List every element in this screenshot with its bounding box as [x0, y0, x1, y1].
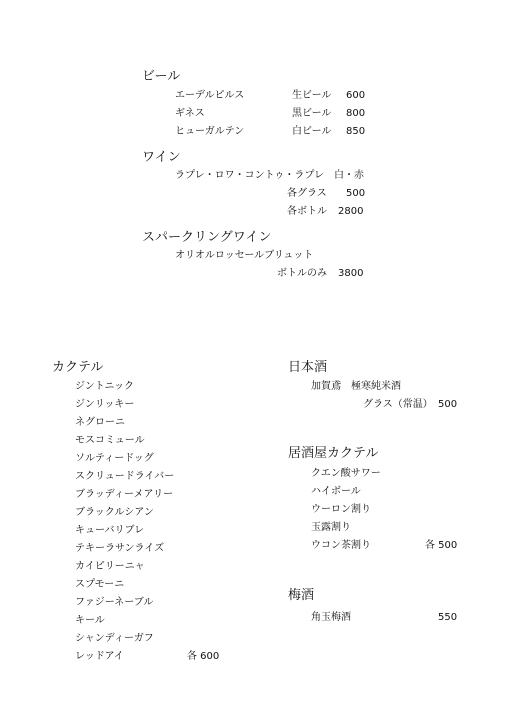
cocktail-item: モスコミュール	[75, 435, 145, 446]
beer-type: 黒ビール	[292, 108, 332, 119]
umeshu-heading: 梅酒	[288, 588, 315, 603]
wine-heading: ワイン	[142, 150, 181, 165]
sparkling-heading: スパークリングワイン	[142, 230, 272, 245]
izakaya-item: 玉露割り	[311, 522, 351, 533]
beer-heading: ビール	[142, 69, 181, 84]
sparkling-bottle-price: 3800	[338, 268, 364, 279]
beer-name: エーデルピルス	[175, 90, 245, 101]
cocktail-item: ジンリッキー	[75, 399, 135, 410]
beer-type: 白ビール	[292, 126, 332, 137]
cocktail-item: レッドアイ	[75, 651, 124, 662]
sake-name: 加賀鳶 極寒純米酒	[311, 381, 401, 392]
cocktail-price: 各 600	[187, 651, 220, 662]
izakaya-heading: 居酒屋カクテル	[288, 446, 379, 461]
sake-glass-price: 500	[438, 399, 458, 410]
izakaya-item: ウーロン割り	[311, 504, 371, 515]
sparkling-name: オリオルロッセールブリュット	[175, 250, 314, 261]
beer-price: 850	[346, 126, 366, 137]
cocktail-item: ファジーネーブル	[75, 597, 154, 608]
cocktail-item: テキーラサンライズ	[75, 543, 165, 554]
umeshu-price: 550	[438, 612, 458, 623]
cocktail-item: キューバリブレ	[75, 525, 145, 536]
izakaya-item: クエン酸サワー	[311, 468, 381, 479]
izakaya-item: ハイボール	[311, 486, 361, 497]
umeshu-name: 角玉梅酒	[311, 612, 351, 623]
cocktail-item: ネグローニ	[75, 417, 125, 428]
cocktail-item: スクリュードライバー	[75, 471, 175, 482]
cocktail-item: キール	[75, 615, 105, 626]
cocktail-item: ブラックルシアン	[75, 507, 154, 518]
cocktail-item: ソルティードッグ	[75, 453, 154, 464]
izakaya-price: 各 500	[425, 540, 458, 551]
sparkling-bottle-label: ボトルのみ	[277, 268, 327, 279]
wine-glass-label: 各グラス	[287, 188, 327, 199]
cocktail-item: カイピリーニャ	[75, 561, 145, 572]
izakaya-item: ウコン茶割り	[311, 540, 371, 551]
beer-name: ヒューガルテン	[175, 126, 245, 137]
beer-type: 生ビール	[292, 90, 332, 101]
cocktail-item: ブラッディーメアリー	[75, 489, 174, 500]
sake-heading: 日本酒	[288, 360, 328, 375]
cocktail-item: シャンディーガフ	[75, 633, 154, 644]
wine-name: ラプレ・ロワ・コントゥ・ラプレ 白・赤	[175, 170, 364, 181]
sake-glass-label: グラス（常温）	[363, 399, 433, 410]
cocktail-heading: カクテル	[52, 360, 104, 375]
wine-glass-price: 500	[346, 188, 366, 199]
wine-bottle-label: 各ボトル	[287, 206, 327, 217]
cocktail-item: スプモーニ	[75, 579, 125, 590]
wine-bottle-price: 2800	[338, 206, 364, 217]
cocktail-item: ジントニック	[75, 381, 134, 392]
beer-name: ギネス	[175, 108, 205, 119]
beer-price: 600	[346, 90, 366, 101]
beer-price: 800	[346, 108, 366, 119]
